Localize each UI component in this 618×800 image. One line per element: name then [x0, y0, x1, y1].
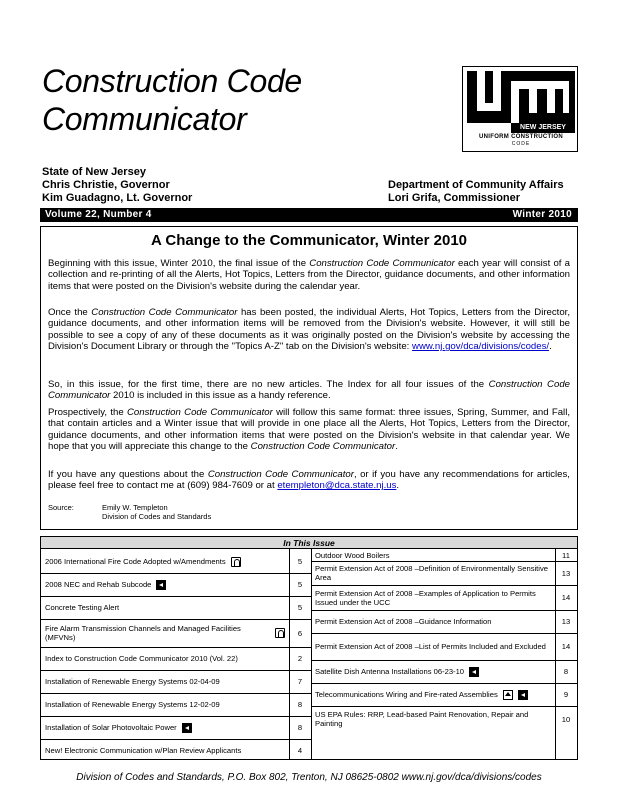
issue-item-title [315, 683, 551, 706]
source-name: Emily W. Templeton [102, 503, 168, 512]
issue-item-title [45, 573, 285, 596]
ucc-logo [462, 66, 578, 152]
issue-item-page: 5 [297, 580, 303, 589]
issue-item-page: 13 [561, 617, 571, 626]
issue-item-title [315, 561, 551, 585]
seal-icon [275, 628, 285, 638]
issue-item-text: Permit Extension Act of 2008 –Guidance Information [315, 617, 492, 626]
issue-item-title [315, 660, 551, 683]
logo-new-jersey: NEW JERSEY [511, 123, 575, 133]
issue-item-text: Outdoor Wood Boilers [315, 551, 390, 560]
newsletter-title [42, 62, 302, 138]
arrow-icon [182, 723, 192, 733]
arrow-icon [156, 580, 166, 590]
article-paragraph-4: Prospectively, the Construction Code Communicator will follow this same format: three issues, Spring, Summer, and Fall, that contain articles and a Winter issue that will provide in one place all the Alerts, Hot Topics, Letters from the Director, guidance documents, and other information items that were posted on the Division's website in that calendar year. We hope that you will appreciate this change to the Construction Code Communicator. [48, 407, 570, 453]
state-name: State of New Jersey [42, 166, 146, 178]
article-paragraph-2: Once the Construction Code Communicator has been posted, the individual Alerts, Hot Topics, Letters from the Director, guidance documents, and other information items will be removed from the Division's website. However, it will still be possible to see a copy of any of these documents as it was originally posted on the Division's website by accessing the Division's Document Library or through the "Topics A-Z" tab on the Division's website: www.nj.gov/dca/divisions/codes/. [48, 307, 570, 353]
source-org: Division of Codes and Standards [102, 512, 212, 521]
issue-item-text: Permit Extension Act of 2008 –Examples of Application to Permits Issued under the UCC [315, 588, 536, 607]
issue-item-title [45, 670, 285, 693]
issue-item-title [45, 739, 285, 762]
title-line-1: Construction Code [42, 63, 302, 99]
arrow-icon [518, 690, 528, 700]
issue-item-text: Index to Construction Code Communicator 2010 (Vol. 22) [45, 654, 238, 663]
article-box [40, 226, 578, 530]
issue-item-page: 4 [297, 746, 303, 755]
table-column-divider [311, 549, 312, 759]
issue-season: Winter 2010 [512, 209, 572, 220]
volume-bar [40, 208, 578, 222]
footer-address: Division of Codes and Standards, P.O. Box 802, Trenton, NJ 08625-0802 www.nj.gov/dca/divisions/codes [76, 772, 542, 783]
state-officials [42, 166, 192, 205]
issue-item-page: 14 [561, 642, 571, 651]
issue-item-page: 5 [297, 557, 303, 566]
issue-item-title [45, 716, 285, 739]
issue-item-text: Installation of Solar Photovoltaic Power [45, 723, 177, 732]
issue-item-page: 8 [563, 667, 569, 676]
issue-item-title [45, 596, 285, 619]
source-label: Source: [48, 503, 74, 512]
issue-item-text: New! Electronic Communication w/Plan Review Applicants [45, 746, 242, 755]
issue-item-page: 8 [297, 723, 303, 732]
issue-item-text: Installation of Renewable Energy Systems 12-02-09 [45, 700, 220, 709]
issue-item-page: 14 [561, 593, 571, 602]
title-line-2: Communicator [42, 101, 247, 137]
issue-item-page: 2 [297, 654, 303, 663]
issue-item-title [315, 585, 551, 610]
issue-item-title [315, 550, 551, 561]
article-paragraph-3: So, in this issue, for the first time, there are no new articles. The Index for all four issues of the Construction Code Communicator 2010 is included in this issue as a handy reference. [48, 379, 570, 402]
lt-governor: Kim Guadagno, Lt. Governor [42, 192, 193, 204]
department-officials [388, 179, 564, 205]
commissioner: Lori Grifa, Commissioner [388, 192, 521, 204]
article-paragraph-5: If you have any questions about the Construction Code Communicator, or if you have any recommendations for articles, please feel free to contact me at (609) 984-7609 or at etempleton@dca.state.nj.us. [48, 469, 570, 492]
issue-item-title [315, 633, 551, 660]
issue-item-text: 2008 NEC and Rehab Subcode [45, 580, 152, 589]
issue-item-text: Satellite Dish Antenna Installations 06-23-10 [315, 667, 465, 676]
governor: Chris Christie, Governor [42, 179, 170, 191]
issue-item-title [315, 610, 551, 633]
article-paragraph-1: Beginning with this issue, Winter 2010, the final issue of the Construction Code Communicator each year will consist of a collection and re-printing of all the Alerts, Hot Topics, Letters from the Director, guidance documents, and other information items that were posted on the Division's website during the calendar year. [48, 258, 570, 292]
issue-item-title [45, 647, 285, 670]
issue-item-page: 6 [297, 628, 303, 638]
issue-item-page: 13 [561, 568, 571, 578]
issue-item-text: Installation of Renewable Energy Systems 02-04-09 [45, 677, 220, 686]
source-author [102, 503, 211, 521]
issue-item-page: 9 [563, 690, 569, 699]
house-icon [503, 690, 513, 700]
issue-item-text: Fire Alarm Transmission Channels and Managed Facilities (MFVNs) [45, 624, 241, 642]
issue-item-page: 10 [561, 714, 571, 724]
volume-number: Volume 22, Number 4 [45, 209, 152, 220]
issue-item-text: Permit Extension Act of 2008 –List of Permits Included and Excluded [315, 642, 546, 651]
issue-item-text: Permit Extension Act of 2008 –Definition of Environmentally Sensitive Area [315, 564, 548, 582]
issue-item-title [45, 619, 285, 647]
issue-item-title [315, 706, 551, 732]
codes-website-link[interactable]: www.nj.gov/dca/divisions/codes/ [412, 341, 550, 353]
arrow-icon [469, 667, 479, 677]
logo-code: CODE [511, 141, 531, 147]
issue-item-page: 7 [297, 677, 303, 686]
issue-item-title [45, 693, 285, 716]
article-title: A Change to the Communicator, Winter 2010 [150, 232, 468, 249]
issue-item-text: US EPA Rules: RRP, Lead-based Paint Renovation, Repair and Painting [315, 710, 529, 728]
in-this-issue-heading: In This Issue [41, 537, 577, 549]
department: Department of Community Affairs [388, 179, 564, 191]
issue-item-page: 5 [297, 603, 303, 612]
issue-item-page: 8 [297, 700, 303, 709]
email-link[interactable]: etempleton@dca.state.nj.us [277, 480, 397, 492]
in-this-issue-table [40, 536, 578, 760]
logo-uniform-construction: UNIFORM CONSTRUCTION [479, 134, 563, 140]
issue-item-text: Concrete Testing Alert [45, 603, 120, 612]
issue-item-text: 2006 International Fire Code Adopted w/Amendments [45, 557, 226, 566]
issue-item-text: Telecommunications Wiring and Fire-rated Assemblies [315, 690, 498, 699]
issue-item-title [45, 550, 285, 573]
seal-icon [231, 557, 241, 567]
issue-item-page: 11 [562, 551, 570, 560]
